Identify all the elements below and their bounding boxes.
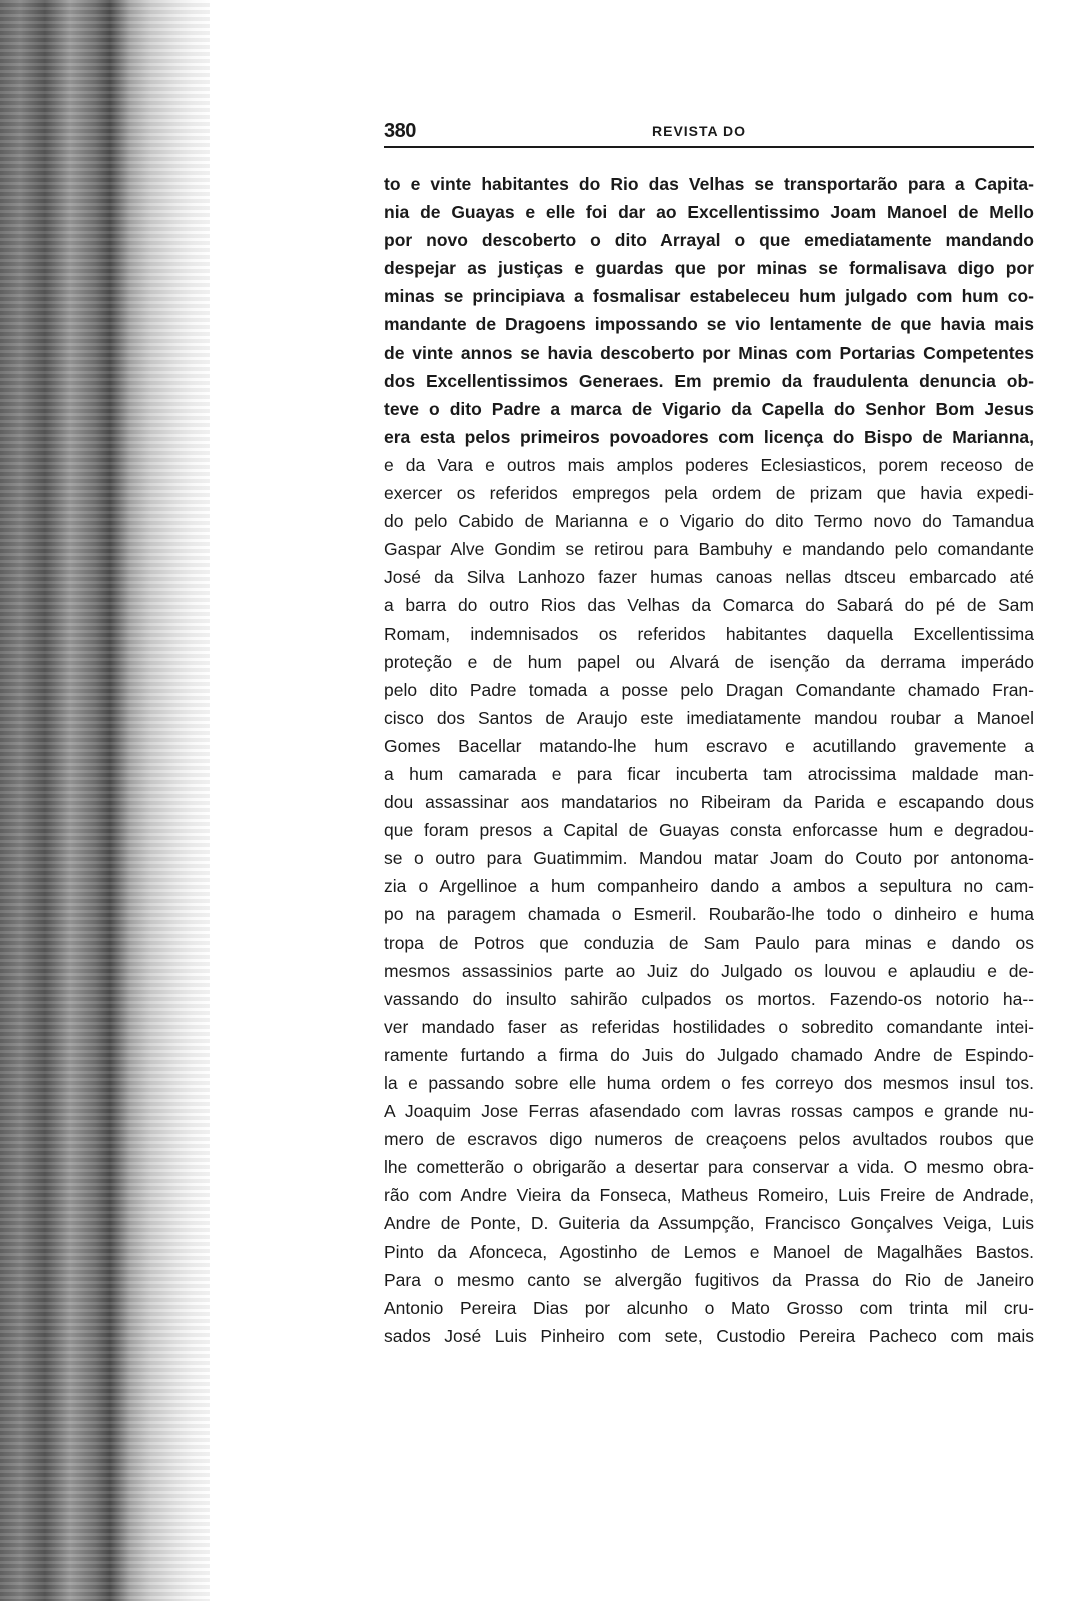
- text-line: vassando do insulto sahirão culpados os mortos. Fazendo-os notorio ha--: [384, 988, 1034, 1009]
- text-line: a barra do outro Rios das Velhas da Comarca do Sabará do pé de Sam: [384, 595, 1034, 616]
- text-line: ver mandado faser as referidas hostilidades o sobredito comandante intei-: [384, 1016, 1034, 1037]
- text-line: Para o mesmo canto se alvergão fugitivos da Prassa do Rio de Janeiro: [384, 1269, 1034, 1290]
- text-line: mesmos assassinios parte ao Juiz do Julgado os louvou e aplaudiu e de-: [384, 960, 1034, 981]
- text-line: mandante de Dragoens impossando se vio lentamente de que havia mais: [384, 314, 1034, 335]
- text-line: e da Vara e outros mais amplos poderes Eclesiasticos, porem receoso de: [384, 454, 1034, 475]
- text-line: Romam, indemnisados os referidos habitantes daquella Excellentissima: [384, 623, 1034, 644]
- text-line: mero de escravos digo numeros de creaçoens pelos avultados roubos que: [384, 1129, 1034, 1150]
- text-line: nia de Guayas e elle foi dar ao Excellentissimo Joam Manoel de Mello: [384, 202, 1034, 223]
- text-line: Gomes Bacellar matando-lhe hum escravo e acutillando gravemente a: [384, 735, 1034, 756]
- text-line: to e vinte habitantes do Rio das Velhas se transportarão para a Capita-: [384, 174, 1034, 194]
- text-line: tropa de Potros que conduzia de Sam Paulo para minas e dando os: [384, 932, 1034, 953]
- text-line: despejar as justiças e guardas que por minas se formalisava digo por: [384, 258, 1034, 279]
- running-head: REVISTA DO: [652, 123, 747, 139]
- binding-scan-streaks: [0, 0, 210, 1601]
- text-line: se o outro para Guatimmim. Mandou matar Joam do Couto por antonoma-: [384, 848, 1034, 869]
- text-line: lhe cometterão o obrigarão a desertar para conservar a vida. O mesmo obra-: [384, 1157, 1034, 1178]
- text-line: a hum camarada e para ficar incuberta tam atrocissima maldade man-: [384, 763, 1034, 784]
- page-number: 380: [384, 120, 416, 142]
- text-line: sados José Luis Pinheiro com sete, Custodio Pereira Pacheco com mais: [384, 1325, 1034, 1346]
- body-text: [384, 170, 1034, 1350]
- text-line: zia o Argellinoe a hum companheiro dando a ambos a sepultura no cam-: [384, 876, 1034, 897]
- text-line: ramente furtando a firma do Juis do Julgado chamado Andre de Espindo-: [384, 1044, 1034, 1065]
- page-header: [384, 120, 1034, 148]
- text-line: proteção e de hum papel ou Alvará de isenção da derrama imperádo: [384, 651, 1034, 672]
- text-line: pelo dito Padre tomada a posse pelo Dragan Comandante chamado Fran-: [384, 679, 1034, 700]
- text-line: exercer os referidos empregos pela ordem de prizam que havia expedi-: [384, 483, 1034, 504]
- text-line: José da Silva Lanhozo fazer humas canoas nellas dtsceu embarcado até: [384, 567, 1034, 588]
- text-line: po na paragem chamada o Esmeril. Roubarão-lhe todo o dinheiro e huma: [384, 904, 1034, 925]
- text-line: teve o dito Padre a marca de Vigario da Capella do Senhor Bom Jesus: [384, 398, 1034, 419]
- text-line: la e passando sobre elle huma ordem o fes correyo dos mesmos insul tos.: [384, 1073, 1034, 1093]
- text-line: do pelo Cabido de Marianna e o Vigario do dito Termo novo do Tamandua: [384, 511, 1034, 532]
- text-line: que foram presos a Capital de Guayas consta enforcasse hum e degradou-: [384, 820, 1034, 841]
- text-line: Pinto da Afonceca, Agostinho de Lemos e Manoel de Magalhães Bastos.: [384, 1241, 1034, 1262]
- text-line: Antonio Pereira Dias por alcunho o Mato Grosso com trinta mil cru-: [384, 1297, 1034, 1318]
- text-line: cisco dos Santos de Araujo este imediatamente mandou roubar a Manoel: [384, 707, 1034, 728]
- text-line: de vinte annos se havia descoberto por Minas com Portarias Competentes: [384, 342, 1034, 363]
- text-line: rão com Andre Vieira da Fonseca, Matheus Romeiro, Luis Freire de Andrade,: [384, 1185, 1034, 1206]
- text-line: por novo descoberto o dito Arrayal o que emediatamente mandando: [384, 230, 1034, 251]
- text-line: dou assassinar aos mandatarios no Ribeiram da Parida e escapando dous: [384, 792, 1034, 813]
- text-line: A Joaquim Jose Ferras afasendado com lavras rossas campos e grande nu-: [384, 1101, 1034, 1122]
- text-line: dos Excellentissimos Generaes. Em premio da fraudulenta denuncia ob-: [384, 370, 1034, 391]
- text-line: era esta pelos primeiros povoadores com licença do Bispo de Marianna,: [384, 426, 1034, 447]
- text-line: minas se principiava a fosmalisar estabeleceu hum julgado com hum co-: [384, 286, 1034, 307]
- text-line: Gaspar Alve Gondim se retirou para Bambuhy e mandando pelo comandante: [384, 539, 1034, 560]
- text-line: Andre de Ponte, D. Guiteria da Assumpção, Francisco Gonçalves Veiga, Luis: [384, 1213, 1034, 1234]
